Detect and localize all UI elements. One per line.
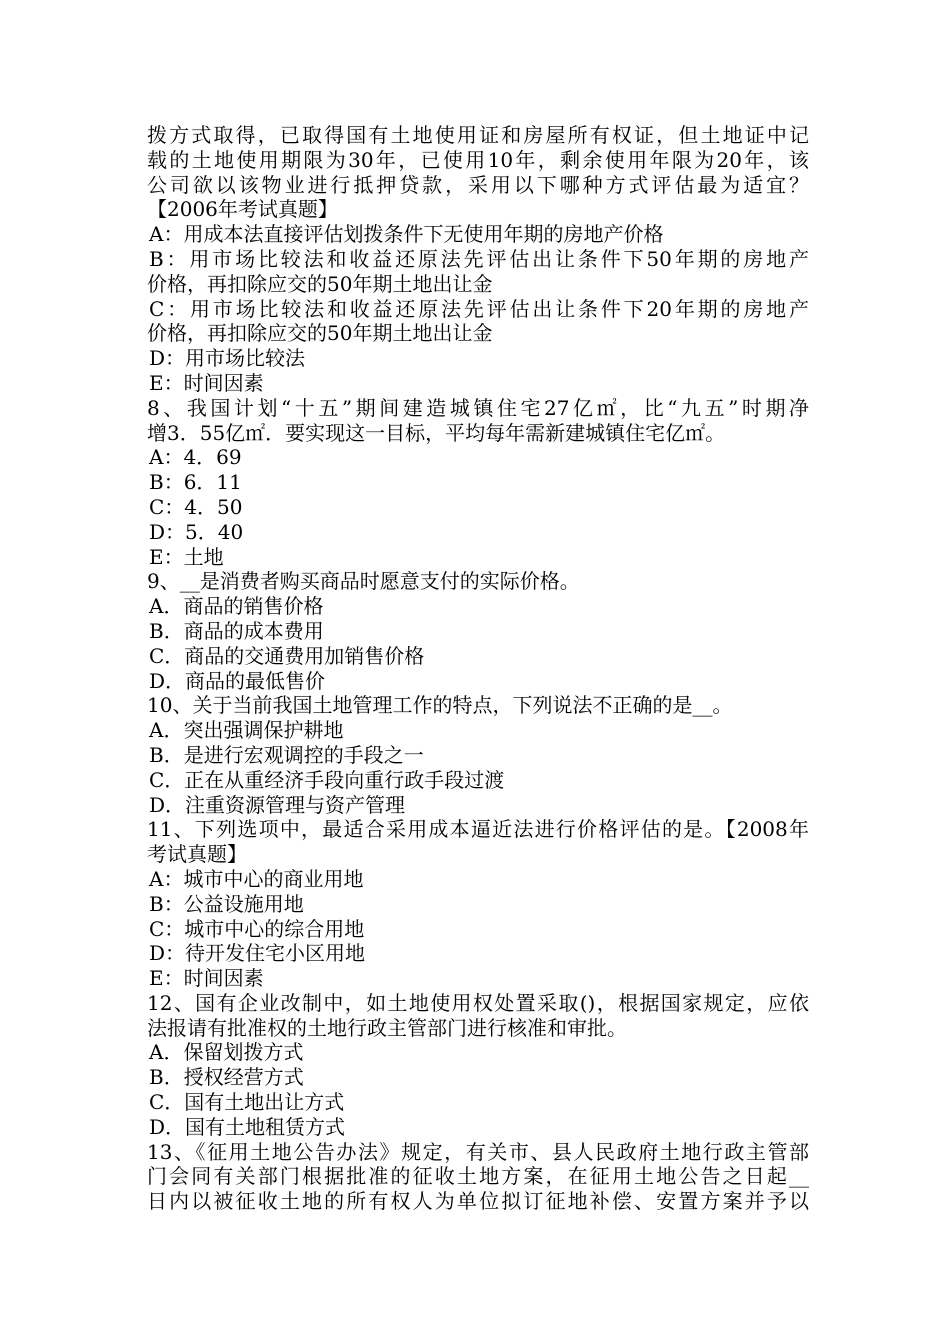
answer-option-line: A．保留划拨方式 [149,1040,304,1065]
text-line: 12、国有企业改制中，如土地使用权处置采取()，根据国家规定，应依 [147,990,809,1015]
answer-option-line: A：4．69 [149,445,242,470]
answer-option-line: E：时间因素 [149,966,264,991]
answer-option-line: D．商品的最低售价 [149,668,326,693]
answer-option-line: D：5．40 [149,519,244,544]
answer-option-line: C．正在从重经济手段向重行政手段过渡 [149,767,505,792]
answer-option-line: B：公益设施用地 [149,891,304,916]
answer-option-line: D．注重资源管理与资产管理 [149,792,406,817]
answer-option-line: A．突出强调保护耕地 [149,718,344,743]
text-line: 9、__是消费者购买商品时愿意支付的实际价格。 [147,569,580,594]
text-line: 8、我国计划“十五”期间建造城镇住宅27亿㎡，比“九五”时期净 [147,395,809,420]
answer-option-line: E：时间因素 [149,370,264,395]
answer-option-line: D：待开发住宅小区用地 [149,941,366,966]
text-line: 【2006年考试真题】 [147,197,338,222]
text-line: 拨方式取得，已取得国有土地使用证和房屋所有权证，但土地证中记 [147,123,809,147]
document-page [147,123,809,1214]
text-line: 门会同有关部门根据批准的征收土地方案，在征用土地公告之日起__ [147,1164,809,1189]
answer-option-line: D．国有土地租赁方式 [149,1114,346,1139]
text-line: 10、关于当前我国土地管理工作的特点，下列说法不正确的是__。 [147,693,733,718]
answer-option-line: B：用市场比较法和收益还原法先评估出让条件下50年期的房地产 [149,246,809,271]
answer-option-line: B．授权经营方式 [149,1065,304,1090]
text-line: 考试真题】 [147,842,247,867]
answer-option-line: C．商品的交通费用加销售价格 [149,643,425,668]
answer-option-line: B：6．11 [149,470,242,495]
answer-option-line: A：城市中心的商业用地 [149,866,364,891]
answer-option-line: C．国有土地出让方式 [149,1090,345,1115]
text-line: 载的土地使用期限为30年，已使用10年，剩余使用年限为20年，该 [147,147,809,172]
text-line: 价格，再扣除应交的50年期土地出让金 [147,321,493,346]
text-line: 11、下列选项中，最适合采用成本逼近法进行价格评估的是。【2008年 [147,817,809,842]
text-line: 日内以被征收土地的所有权人为单位拟订征地补偿、安置方案并予以 [147,1189,809,1214]
answer-option-line: D：用市场比较法 [149,346,306,371]
text-line: 法报请有批准权的土地行政主管部门进行核准和审批。 [147,1015,627,1040]
answer-option-line: C：城市中心的综合用地 [149,916,365,941]
text-line: 价格，再扣除应交的50年期土地出让金 [147,271,493,296]
answer-option-line: A．商品的销售价格 [149,594,324,619]
answer-option-line: B．是进行宏观调控的手段之一 [149,742,424,767]
text-line: 13、《征用土地公告办法》规定，有关市、县人民政府土地行政主管部 [147,1139,809,1164]
text-line: 增3．55亿㎡．要实现这一目标，平均每年需新建城镇住宅亿㎡。 [147,420,726,445]
answer-option-line: C：用市场比较法和收益还原法先评估出让条件下20年期的房地产 [149,296,809,321]
answer-option-line: E：土地 [149,544,224,569]
answer-option-line: B．商品的成本费用 [149,618,324,643]
answer-option-line: C：4．50 [149,494,243,519]
answer-option-line: A：用成本法直接评估划拨条件下无使用年期的房地产价格 [149,222,664,247]
text-line: 公司欲以该物业进行抵押贷款，采用以下哪种方式评估最为适宜？ [147,172,809,197]
